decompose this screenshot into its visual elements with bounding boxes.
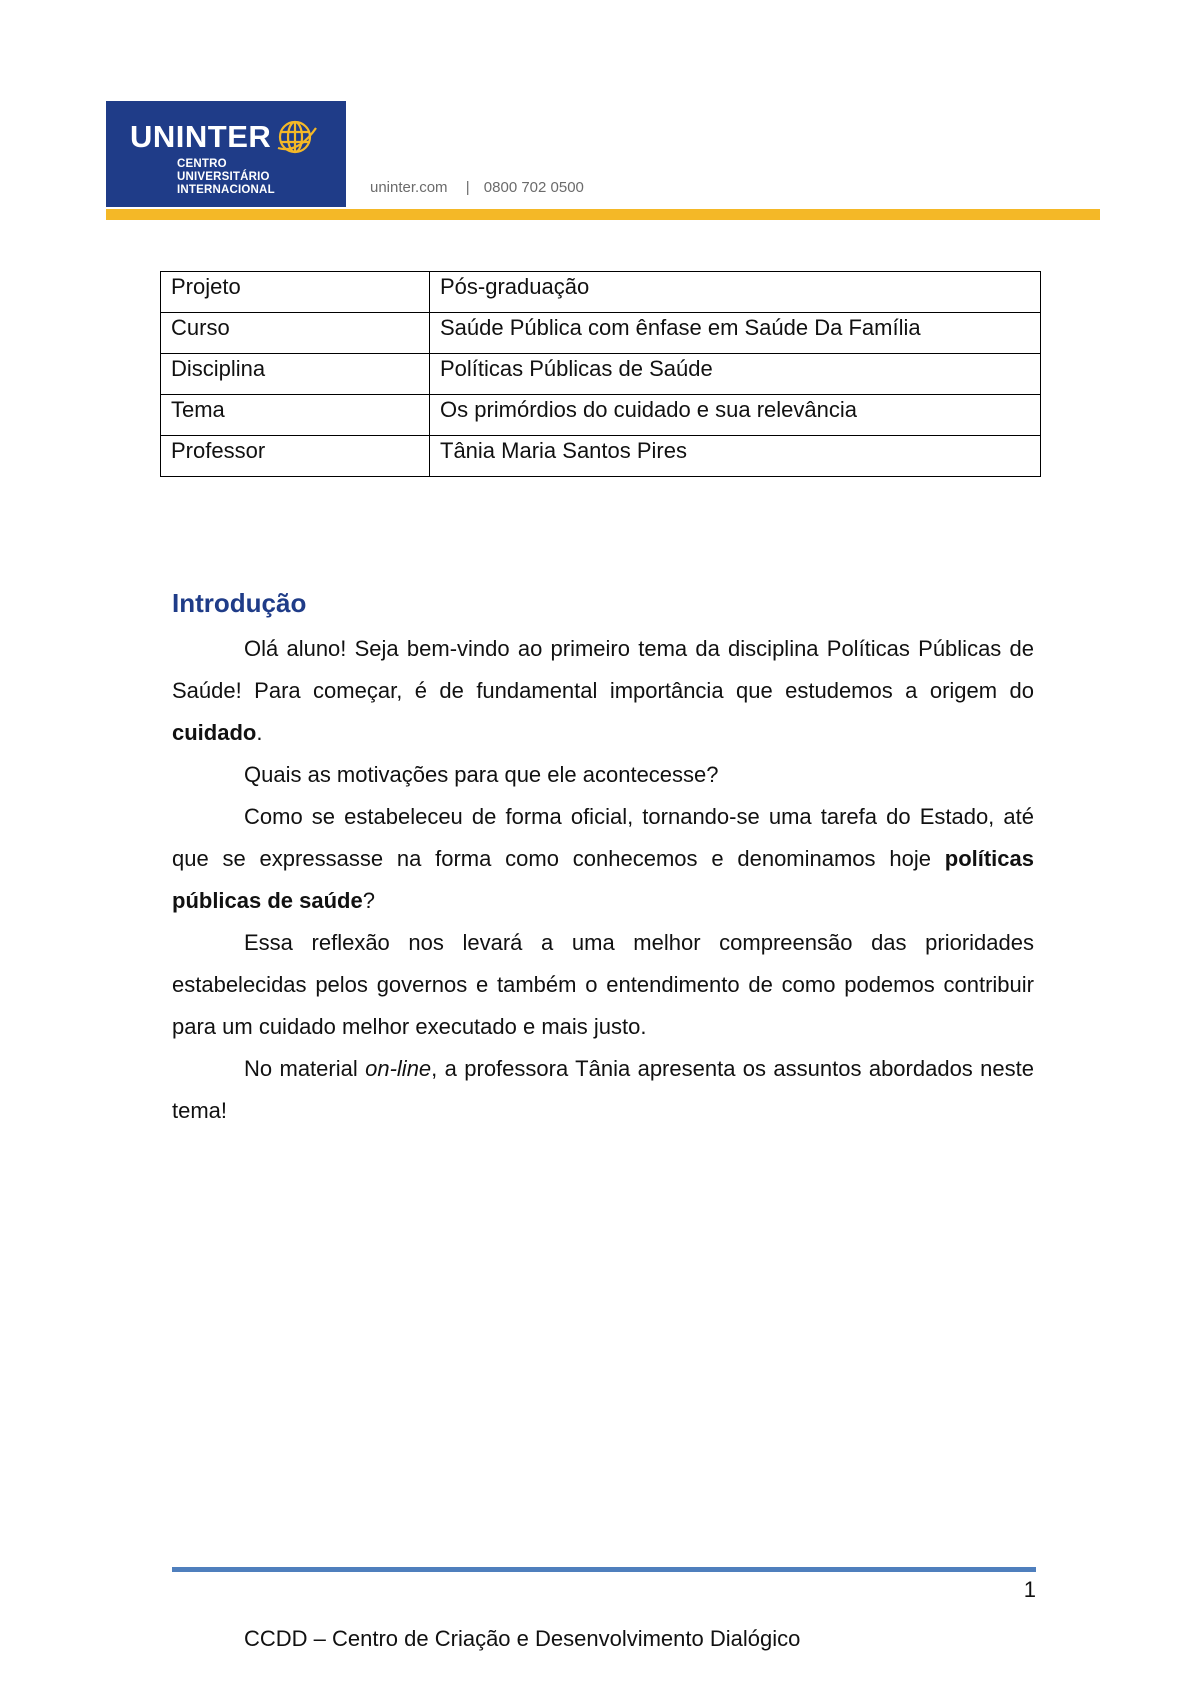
uninter-logo bbox=[106, 101, 346, 207]
row-label: Disciplina bbox=[161, 354, 430, 395]
logo-line-centro: CENTRO bbox=[177, 158, 227, 170]
intro-body bbox=[172, 628, 1034, 1132]
row-value: Pós-graduação bbox=[430, 272, 1041, 313]
bold-term: políticas públicas de saúde bbox=[172, 846, 1034, 913]
text-run: . bbox=[256, 720, 263, 745]
footer-divider bbox=[172, 1567, 1036, 1572]
phone-number: 0800 702 0500 bbox=[483, 179, 584, 196]
paragraph bbox=[172, 922, 1034, 1048]
website-link[interactable]: uninter.com bbox=[370, 179, 448, 196]
table-row bbox=[161, 436, 1041, 477]
logo-line-universitario: UNIVERSITÁRIO bbox=[177, 171, 270, 183]
logo-line-internacional: INTERNACIONAL bbox=[177, 184, 275, 196]
text-run: ? bbox=[362, 888, 375, 913]
italic-term: on-line bbox=[365, 1056, 432, 1081]
course-info-table bbox=[160, 271, 1041, 477]
text-run: , a professora Tânia apresenta os assuntos abordados neste tema! bbox=[172, 1056, 1035, 1123]
row-value: Tânia Maria Santos Pires bbox=[430, 436, 1041, 477]
row-label: Professor bbox=[161, 436, 430, 477]
footer-text: CCDD – Centro de Criação e Desenvolvimento Dialógico bbox=[244, 1626, 801, 1651]
row-value: Políticas Públicas de Saúde bbox=[430, 354, 1041, 395]
table-row bbox=[161, 354, 1041, 395]
text-run: Olá aluno! Seja bem-vindo ao primeiro tema da disciplina Políticas Públicas de Saúde! Para começar, é de fundamental importância que estudemos a origem do bbox=[172, 636, 1034, 703]
paragraph bbox=[172, 754, 1034, 796]
section-title: Introdução bbox=[172, 588, 307, 618]
contact-separator: | bbox=[465, 179, 470, 196]
text-run: Como se estabeleceu de forma oficial, tornando-se uma tarefa do Estado, até que se expressasse na forma como conhecemos e denominamos hoje bbox=[172, 804, 1034, 871]
table-row bbox=[161, 313, 1041, 354]
header-contact bbox=[370, 180, 584, 195]
page-number: 1 bbox=[1023, 1577, 1036, 1602]
text-run: Quais as motivações para que ele acontecesse? bbox=[244, 762, 719, 787]
text-run: No material bbox=[244, 1056, 366, 1081]
logo-brand-text: UNINTER bbox=[130, 119, 272, 154]
table-row bbox=[161, 272, 1041, 313]
paragraph bbox=[172, 1048, 1034, 1132]
globe-icon bbox=[276, 118, 318, 156]
row-label: Tema bbox=[161, 395, 430, 436]
text-run: Essa reflexão nos levará a uma melhor compreensão das prioridades estabelecidas pelos governos e também o entendimento de como podemos contribuir para um cuidado melhor executado e mais justo. bbox=[172, 930, 1034, 1039]
paragraph bbox=[172, 796, 1034, 922]
bold-term: cuidado bbox=[172, 720, 257, 745]
paragraph bbox=[172, 628, 1034, 754]
header-gold-bar bbox=[106, 209, 1100, 220]
row-label: Curso bbox=[161, 313, 430, 354]
row-value: Os primórdios do cuidado e sua relevância bbox=[430, 395, 1041, 436]
row-value: Saúde Pública com ênfase em Saúde Da Família bbox=[430, 313, 1041, 354]
table-row bbox=[161, 395, 1041, 436]
row-label: Projeto bbox=[161, 272, 430, 313]
